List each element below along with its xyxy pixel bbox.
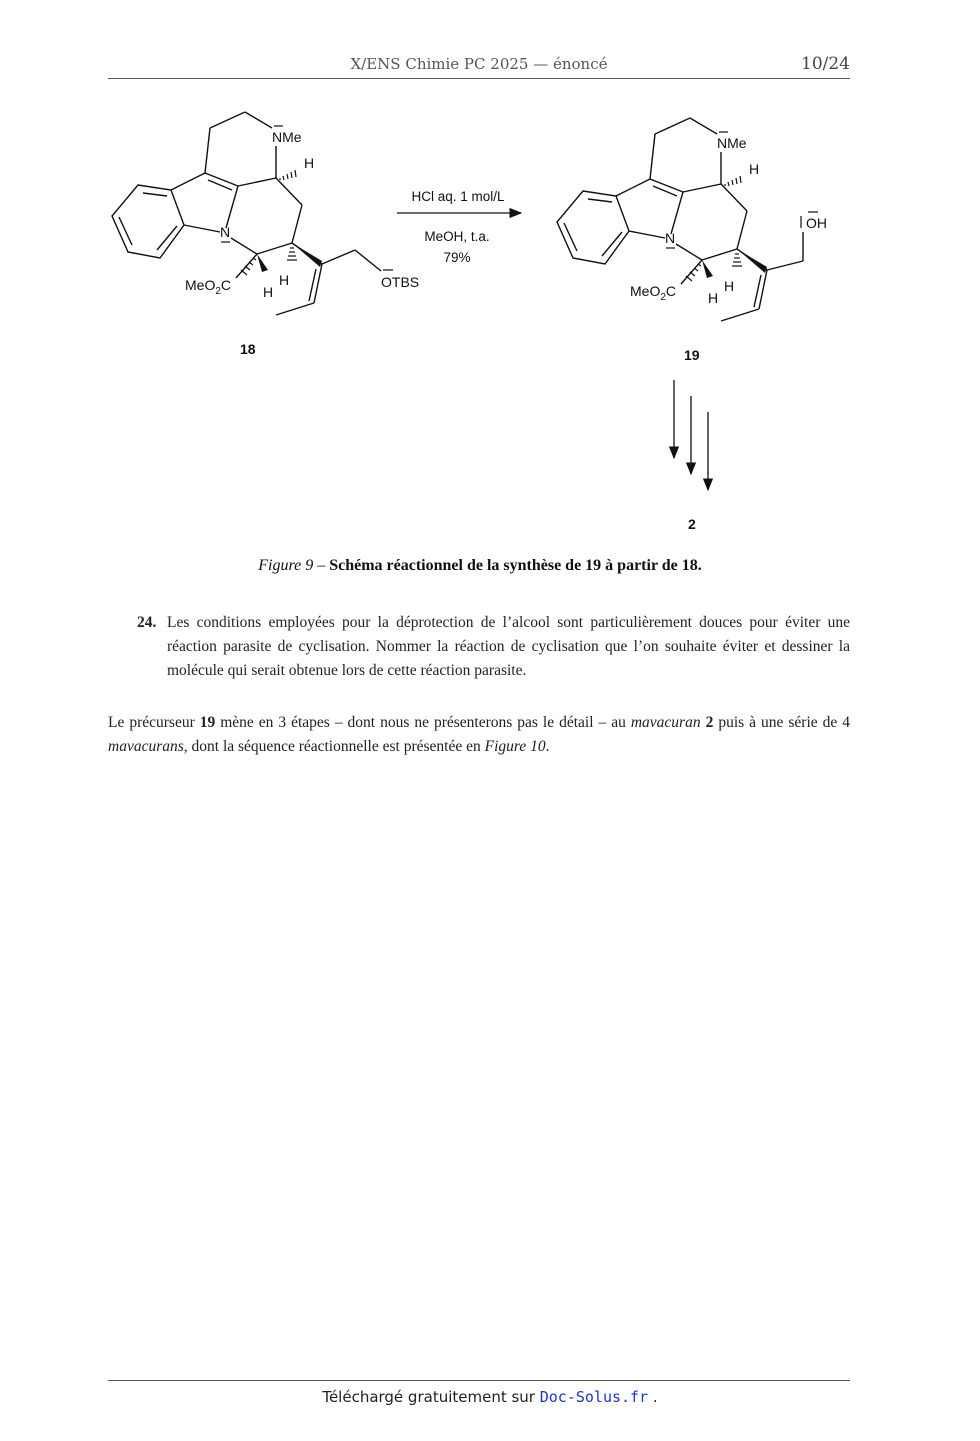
hashed-wedges-18 [241,170,297,275]
reaction-scheme [100,100,880,540]
footer-divider [108,1380,850,1381]
paragraph-text: puis à une série de 4 [713,714,850,731]
ester-label: MeO$_2$C [630,283,677,303]
molecule-18 [112,112,381,315]
italic-term: mavacuran [630,714,701,731]
doc-solus-link[interactable]: Doc-Solus.fr [539,1388,649,1406]
compound-18-label: 18 [240,341,256,357]
question-24 [137,611,850,683]
page-header [108,54,850,79]
h-label: H [749,161,760,177]
h-label: H [708,290,719,306]
page-number: 10/24 [801,54,850,74]
body-paragraph [108,711,850,759]
compound-19-label: 19 [684,347,700,363]
h-label: H [263,284,274,300]
compound-2-label: 2 [688,516,696,532]
question-text: Les conditions employées pour la déprotection de l’alcool sont particulièrement douces pour éviter une réaction parasite de cyclisation. Nommer la réaction de cyclisation que l’on souhaite éviter et dessiner la molécule qui serait obtenue lors de cette réaction parasite. [167,614,850,679]
paragraph-text: Le précurseur [108,714,200,731]
bold-wedge-chain-18 [292,243,322,267]
italic-term: mavacurans [108,738,184,755]
footer-suffix: . [648,1388,658,1406]
compound-ref: 2 [705,714,714,731]
yield-label: 79% [443,250,471,265]
reagent-line-2: MeOH, t.a. [424,229,490,244]
reagent-line-1: HCl aq. 1 mol/L [411,189,505,204]
molecule-19 [557,118,827,363]
otbs-label: OTBS [381,274,420,290]
paragraph-text: mène en 3 étapes – dont nous ne présenterons pas le détail – au [215,714,631,731]
multistep-arrows [674,380,708,490]
question-number: 24. [137,614,157,631]
labels-18 [185,126,419,357]
figure-label: Figure 9 [258,557,314,574]
footer-prefix: Téléchargé gratuitement sur [322,1388,540,1406]
n-label: N [220,224,231,240]
paragraph-text: , dont la séquence réactionnelle est présentée en [183,738,485,755]
nme-label: NMe [717,135,747,151]
figure-sep: – [313,557,330,574]
h-label: H [279,272,290,288]
figure-title: Schéma réactionnel de la synthèse de 19 à partir de 18. [329,557,702,574]
header-title: X/ENS Chimie PC 2025 — énoncé [350,55,608,73]
nme-label: NMe [272,129,302,145]
benzene-ring [112,185,184,258]
oh-label: OH [806,215,827,231]
figure-ref: Figure 10 [484,738,546,755]
reaction-conditions [411,189,505,265]
bold-wedge-18 [257,254,268,272]
h-label: H [724,278,735,294]
paragraph-text: . [545,738,550,755]
figure-caption [0,557,960,575]
ester-label: MeO$_2$C [185,277,232,297]
compound-ref: 19 [199,714,216,731]
page-footer [0,1388,980,1406]
h-label: H [304,155,315,171]
n-label: N [665,230,676,246]
